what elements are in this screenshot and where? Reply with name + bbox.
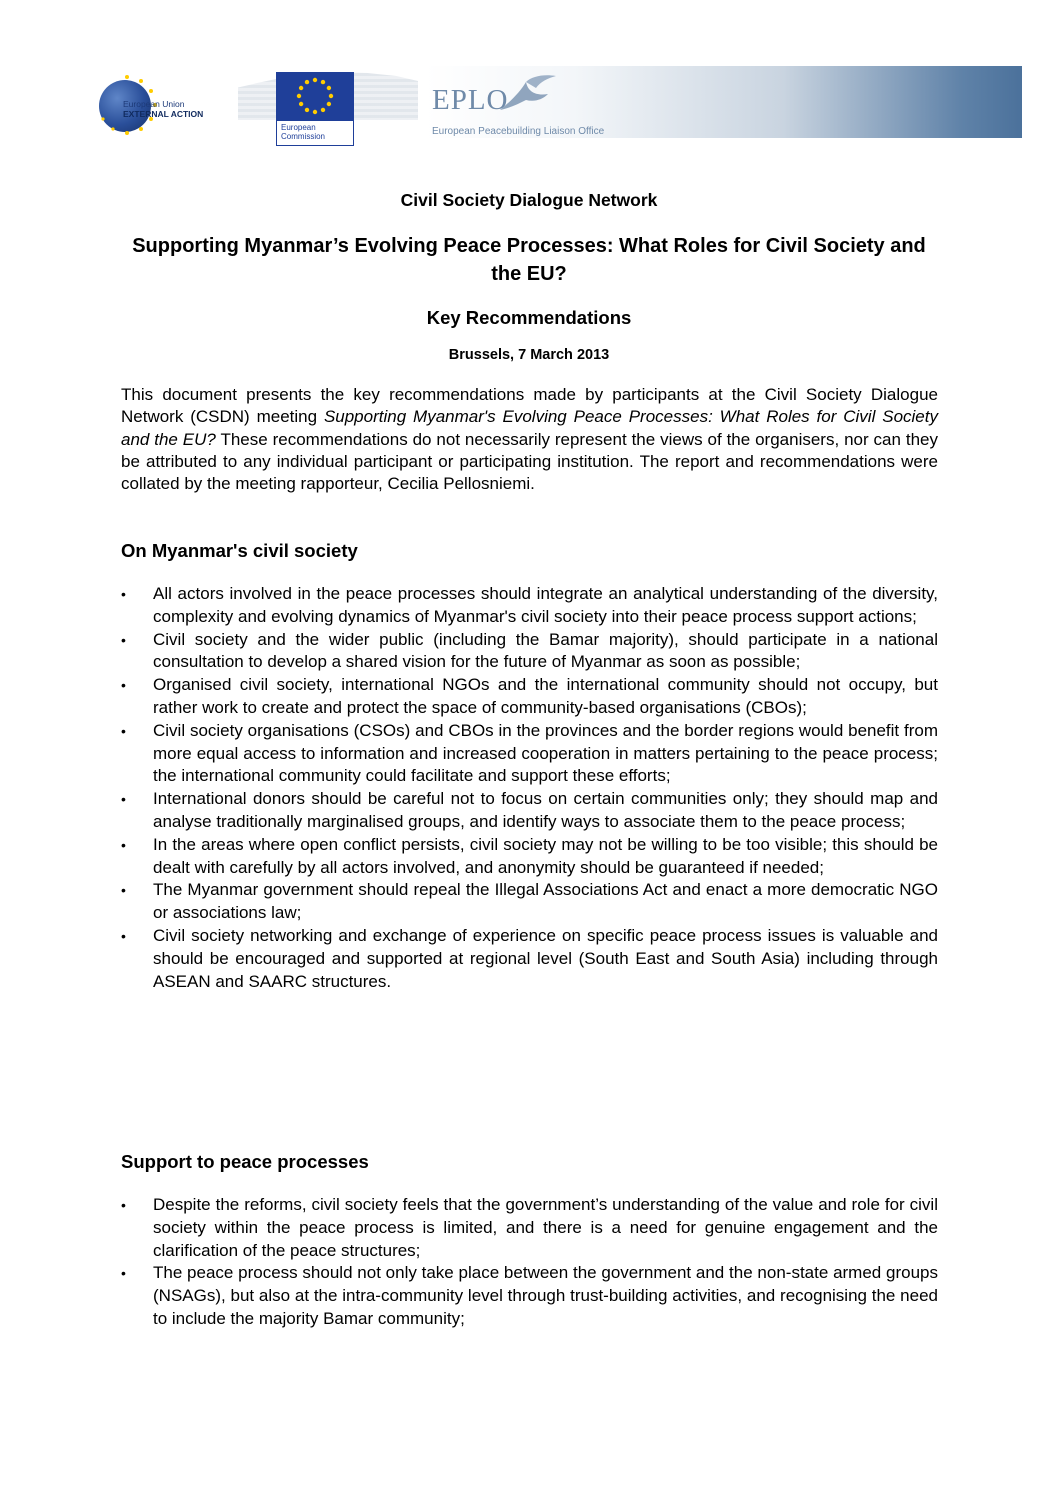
date-location: Brussels, 7 March 2013 — [448, 347, 610, 363]
european-commission-logo — [238, 66, 428, 142]
list-item-text: International donors should be careful not to focus on certain communities only; they should map and analyse traditionally marginalised groups, and identify ways to associate them to the peace process; — [153, 789, 938, 831]
list-item-text: The peace process should not only take place between the government and the non-state armed groups (NSAGs), but also at the intra-community level through trust-building activities, and recognising the need to include the majority Bamar community; — [153, 1263, 938, 1328]
bullet-icon: • — [121, 722, 126, 739]
list-item — [121, 1194, 938, 1262]
list-item — [121, 834, 938, 880]
bullet-icon: • — [121, 677, 126, 694]
section-heading: Support to peace processes — [121, 1151, 369, 1172]
bullet-icon: • — [121, 836, 126, 853]
ec-logo-text — [276, 120, 354, 146]
eplo-name: EPLO — [432, 84, 509, 116]
section-heading: On Myanmar's civil society — [121, 540, 358, 561]
recommendations-list — [121, 583, 938, 993]
recommendations-list — [121, 1194, 938, 1331]
bullet-icon: • — [121, 586, 126, 602]
bullet-icon: • — [121, 631, 126, 648]
eu-external-action-logo — [95, 72, 235, 132]
list-item-text: All actors involved in the peace processes should integrate an analytical understanding of the diversity, complexity and evolving dynamics of Myanmar's civil society into their peace process support actions; — [153, 584, 938, 626]
ec-line1: European — [281, 123, 316, 132]
document-title: Supporting Myanmar’s Evolving Peace Processes: What Roles for Civil Society and the EU? — [132, 235, 926, 285]
ec-line2: Commission — [281, 131, 326, 141]
bullet-icon: • — [121, 927, 126, 944]
list-item — [121, 720, 938, 788]
list-item-text: Despite the reforms, civil society feels that the government’s understanding of the value and role for civil society within the peace process is limited, and there is a need for genuine engagement and the clarification of the peace structures; — [153, 1195, 938, 1260]
eeas-logo-text — [123, 99, 203, 119]
list-item — [121, 674, 938, 720]
eu-flag-icon — [276, 72, 354, 120]
list-item — [121, 1262, 938, 1330]
bullet-icon: • — [121, 1265, 126, 1282]
bullet-icon: • — [121, 1197, 126, 1213]
list-item-text: The Myanmar government should repeal the Illegal Associations Act and enact a more democratic NGO or associations law; — [153, 880, 938, 923]
list-item-text: Organised civil society, international NGOs and the international community should not occupy, but rather work to create and protect the space of community-based organisations (CBOs); — [153, 675, 938, 717]
list-item — [121, 629, 938, 675]
eplo-logo — [428, 70, 605, 140]
eeas-line1: European Union — [123, 99, 185, 109]
intro-text-1: This document presents the key recommendations made by participants at the Civil Society Dialogue Network (CSDN) meeting — [121, 385, 938, 427]
list-item-text: Civil society organisations (CSOs) and CBOs in the provinces and the border regions would benefit from more equal access to information and increased cooperation in matters pertaining to the peace process; the international community could facilitate and support these efforts; — [153, 720, 938, 786]
list-item — [121, 583, 938, 629]
list-item-text: Civil society and the wider public (including the Bamar majority), should participate in a national consultation to develop a shared vision for the future of Myanmar as soon as possible; — [153, 629, 938, 672]
intro-text-2: These recommendations do not necessarily represent the views of the organisers, nor can they be attributed to any individual participant or participating institution. The report and recommendations were collated by the meeting rapporteur, Cecilia Pellosniemi. — [121, 429, 938, 494]
list-item — [121, 879, 938, 925]
list-item-text: In the areas where open conflict persists, civil society may not be willing to be too visible; this should be dealt with carefully by all actors involved, and anonymity should be guaranteed if needed; — [153, 834, 938, 877]
bullet-icon: • — [121, 791, 126, 808]
eplo-full-name: European Peacebuilding Liaison Office — [432, 126, 605, 137]
network-title: Civil Society Dialogue Network — [400, 190, 658, 210]
bullet-icon: • — [121, 882, 126, 899]
intro-meeting-title: Supporting Myanmar's Evolving Peace Processes: What Roles for Civil Society and the EU? — [121, 407, 938, 449]
document-subtitle: Key Recommendations — [426, 307, 632, 328]
list-item — [121, 788, 938, 834]
intro-paragraph — [121, 384, 938, 495]
list-item — [121, 925, 938, 993]
eeas-line2: EXTERNAL ACTION — [123, 109, 204, 119]
list-item-text: Civil society networking and exchange of experience on specific peace process issues is valuable and should be encouraged and supported at regional level (South East and South Asia) including through ASEAN and SAARC structures. — [153, 925, 938, 991]
header-logos — [95, 62, 1022, 142]
